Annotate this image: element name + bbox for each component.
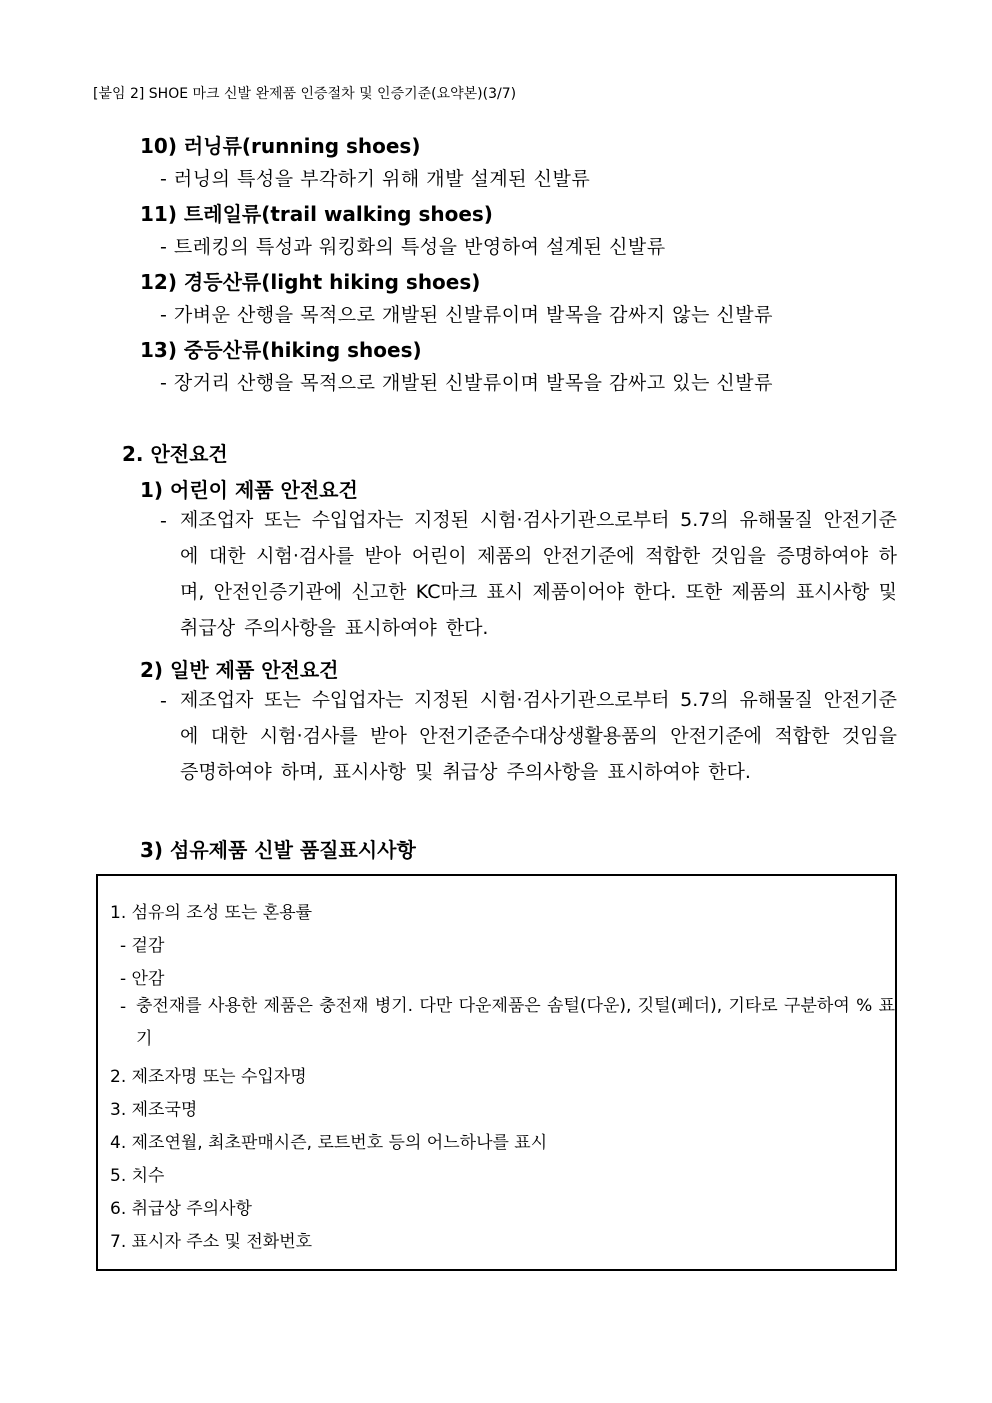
category-desc-hiking: - 장거리 산행을 목적으로 개발된 신발류이며 발목을 감싸고 있는 신발류 [160, 372, 773, 394]
category-heading-hiking: 13) 중등산류(hiking shoes) [140, 338, 422, 362]
box-item-3: 3. 제조국명 [110, 1100, 198, 1120]
box-item-1: 1. 섬유의 조성 또는 혼용률 [110, 903, 313, 923]
general-safety-heading: 2) 일반 제품 안전요건 [140, 658, 339, 682]
children-safety-dash: - [160, 510, 167, 532]
children-safety-heading: 1) 어린이 제품 안전요건 [140, 478, 358, 502]
box-sub-filling-text: 충전재를 사용한 제품은 충전재 병기. 다만 다운제품은 솜털(다운), 깃털(페더), 기타로 구분하여 % 표기 [136, 996, 895, 1049]
box-item-4: 4. 제조연월, 최초판매시즌, 로트번호 등의 어느하나를 표시 [110, 1133, 548, 1153]
box-sub-outer: - 겉감 [120, 936, 165, 956]
category-desc-light-hiking: - 가벼운 산행을 목적으로 개발된 신발류이며 발목을 감싸지 않는 신발류 [160, 304, 773, 326]
box-item-7: 7. 표시자 주소 및 전화번호 [110, 1232, 313, 1252]
general-safety-dash: - [160, 690, 167, 712]
category-desc-trail: - 트레킹의 특성과 워킹화의 특성을 반영하여 설계된 신발류 [160, 236, 666, 258]
box-item-2: 2. 제조자명 또는 수입자명 [110, 1067, 307, 1087]
general-safety-text: 제조업자 또는 수입업자는 지정된 시험·검사기관으로부터 5.7의 유해물질 안전기준에 대한 시험·검사를 받아 안전기준준수대상생활용품의 안전기준에 적합한 것임을 증명하여야 하며, 표시사항 및 취급상 주의사항을 표시하여야 한다. [180, 689, 897, 783]
section-title-safety: 2. 안전요건 [122, 442, 228, 466]
box-sub-filling-dash: - [120, 997, 127, 1017]
category-heading-light-hiking: 12) 경등산류(light hiking shoes) [140, 270, 481, 294]
category-desc-running: - 러닝의 특성을 부각하기 위해 개발 설계된 신발류 [160, 168, 591, 190]
children-safety-text: 제조업자 또는 수입업자는 지정된 시험·검사기관으로부터 5.7의 유해물질 안전기준에 대한 시험·검사를 받아 어린이 제품의 안전기준에 적합한 것임을 증명하여야 하며, 안전인증기관에 신고한 KC마크 표시 제품이어야 한다. 또한 제품의 표시사항 및 취급상 주의사항을 표시하여야 한다. [180, 509, 897, 639]
page-header: [붙임 2] SHOE 마크 신발 완제품 인증절차 및 인증기준(요약본)(3/7) [93, 86, 517, 102]
category-heading-trail: 11) 트레일류(trail walking shoes) [140, 202, 493, 226]
box-item-5: 5. 치수 [110, 1166, 165, 1186]
box-item-6: 6. 취급상 주의사항 [110, 1199, 252, 1219]
textile-label-heading: 3) 섬유제품 신발 품질표시사항 [140, 838, 416, 862]
box-sub-inner: - 안감 [120, 969, 165, 989]
category-heading-running: 10) 러닝류(running shoes) [140, 134, 421, 158]
